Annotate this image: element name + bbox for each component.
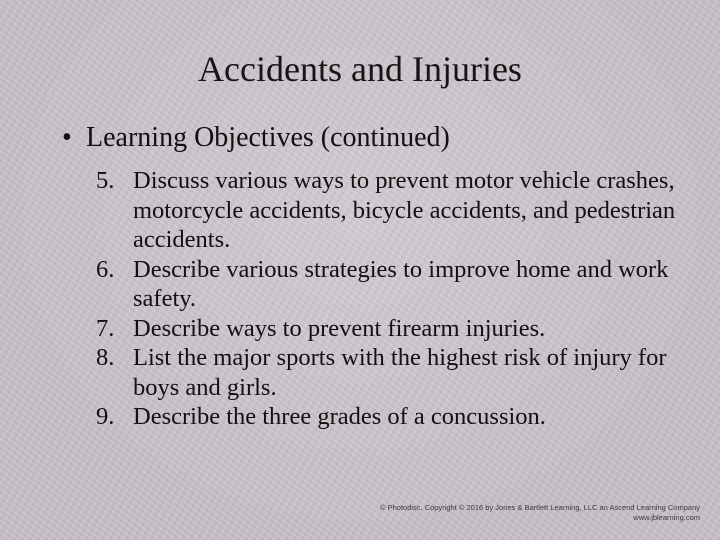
objective-number: 5. bbox=[96, 167, 115, 194]
objective-number: 7. bbox=[96, 314, 115, 342]
bullet-heading: Learning Objectives (continued) bbox=[86, 122, 450, 153]
objective-number: 9. bbox=[96, 403, 115, 430]
objective-text: Discuss various ways to prevent motor vehicle crashes, motorcycle accidents, bicycle accidents, and pedestrian accidents. bbox=[133, 167, 676, 253]
objective-number: 8. bbox=[96, 344, 115, 371]
objective-item bbox=[96, 314, 676, 344]
objective-item bbox=[96, 255, 676, 314]
bullet-dot: • bbox=[62, 122, 72, 153]
objective-text: Describe the three grades of a concussion. bbox=[133, 403, 546, 430]
objective-item bbox=[96, 166, 676, 255]
slide-title: Accidents and Injuries bbox=[198, 49, 522, 89]
objective-number: 6. bbox=[96, 255, 115, 283]
objective-item bbox=[96, 402, 676, 432]
publisher-url: www.jblearning.com bbox=[633, 513, 700, 522]
objective-text: List the major sports with the highest risk of injury for boys and girls. bbox=[133, 344, 667, 401]
objective-item bbox=[96, 343, 676, 402]
objective-text: Describe various strategies to improve home and work safety. bbox=[133, 255, 669, 312]
copyright-notice bbox=[380, 503, 700, 523]
bullet-heading-row bbox=[62, 120, 450, 156]
copyright-line: © Photodisc. Copyright © 2016 by Jones & Bartlett Learning, LLC an Ascend Learning Company bbox=[380, 503, 700, 512]
objectives-list bbox=[96, 166, 676, 432]
objective-text: Describe ways to prevent firearm injuries. bbox=[133, 314, 546, 342]
